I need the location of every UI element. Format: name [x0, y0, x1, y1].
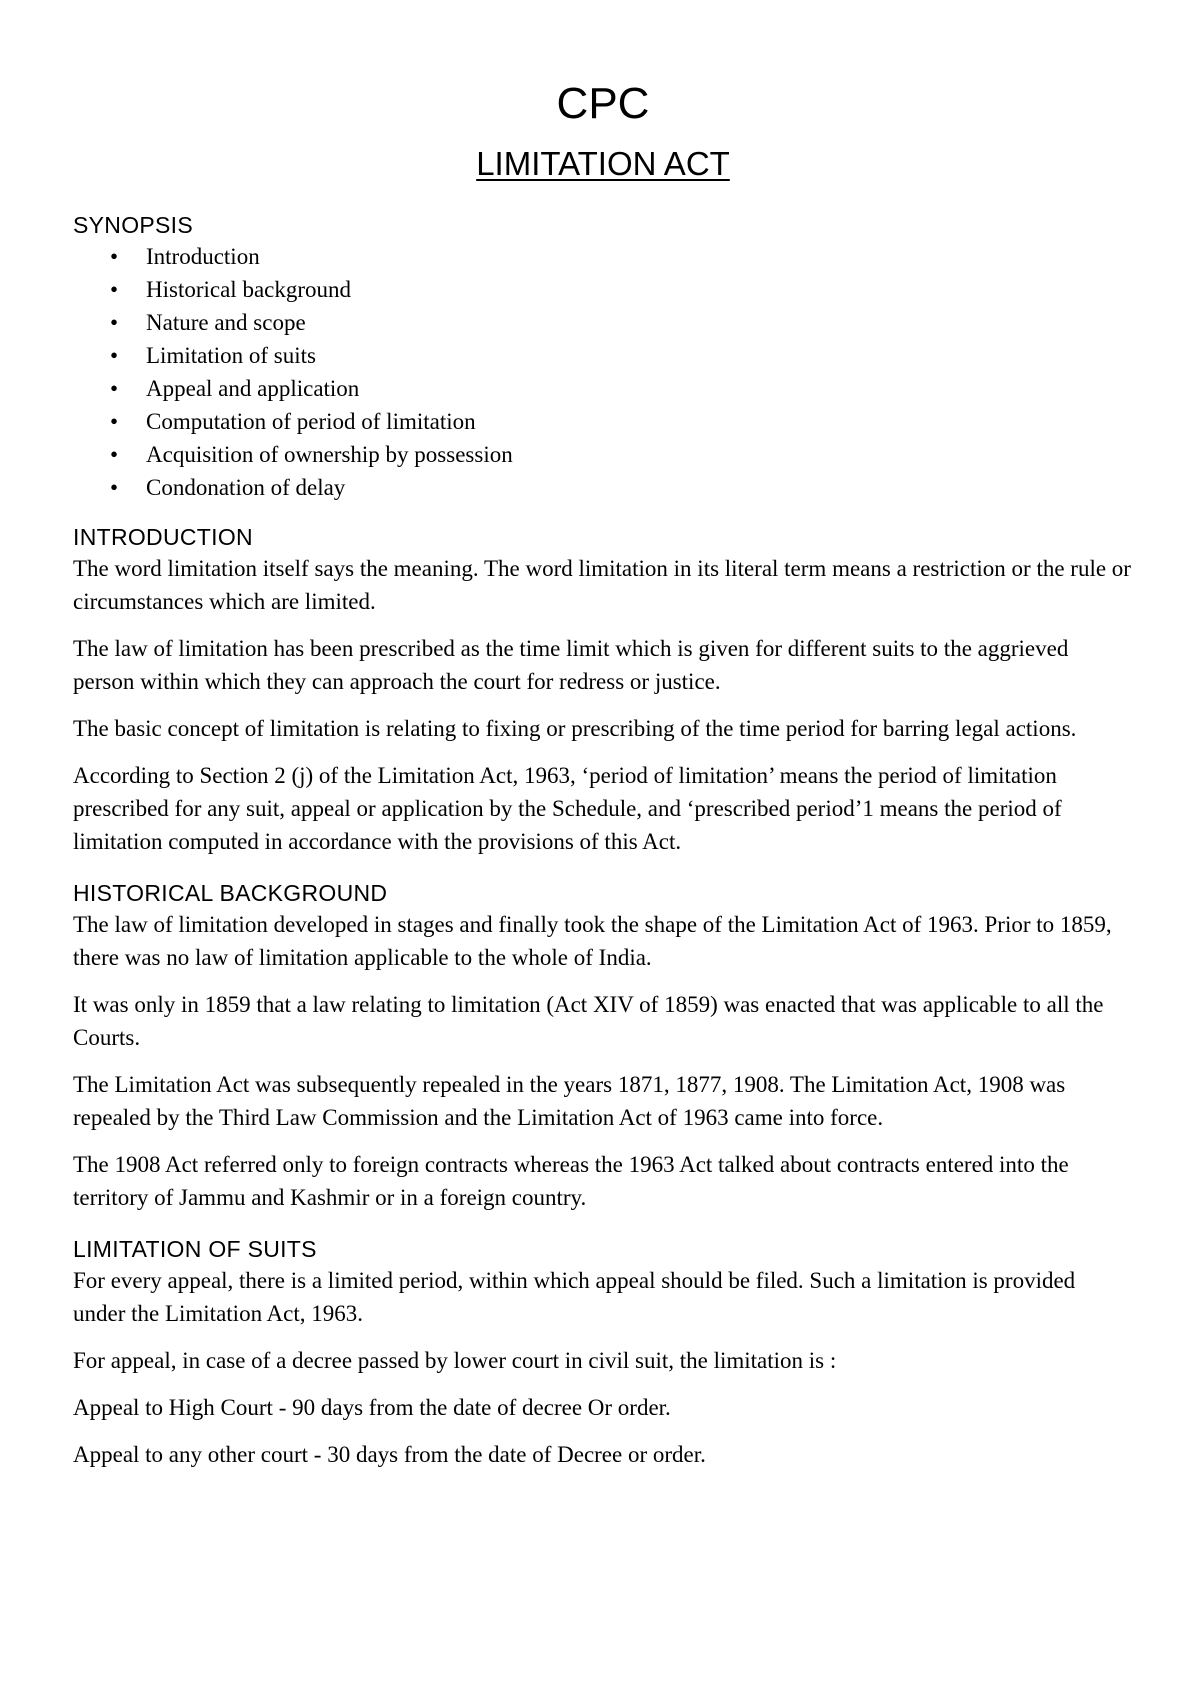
historical-paragraph-3: The Limitation Act was subsequently repealed in the years 1871, 1877, 1908. The Limitation Act, 1908 was repealed by the Third Law Commission and the Limitation Act of 1963 came into force. — [73, 1072, 1066, 1130]
bullet-icon: • — [110, 343, 119, 368]
list-item: • Appeal and application — [73, 372, 1133, 405]
introduction-paragraph-2: The law of limitation has been prescribed as the time limit which is given for different suits to the aggrieved person within which they can approach the court for redress or justice. — [73, 636, 1069, 694]
introduction-paragraph-4: According to Section 2 (j) of the Limitation Act, 1963, ‘period of limitation’ means the period of limitation prescribed for any suit, appeal or application by the Schedule, and ‘prescribed period’1 means the period of limitation computed in accordance with the provisions of this Act. — [73, 763, 1062, 854]
bullet-icon: • — [110, 310, 119, 335]
document-subtitle: LIMITATION ACT — [476, 145, 730, 182]
suits-paragraph-1: For every appeal, there is a limited period, within which appeal should be filed. Such a limitation is provided under the Limitation Act, 1963. — [73, 1268, 1076, 1326]
suits-paragraph-2: For appeal, in case of a decree passed by lower court in civil suit, the limitation is : — [73, 1348, 837, 1373]
synopsis-list — [73, 240, 1133, 504]
introduction-paragraph-3: The basic concept of limitation is relating to fixing or prescribing of the time period for barring legal actions. — [73, 716, 1077, 741]
document-page — [73, 0, 1133, 1471]
historical-paragraph-4: The 1908 Act referred only to foreign contracts whereas the 1963 Act talked about contracts entered into the territory of Jammu and Kashmir or in a foreign country. — [73, 1152, 1069, 1210]
list-item: • Nature and scope — [73, 306, 1133, 339]
limitation-of-suits-heading: LIMITATION OF SUITS — [73, 1236, 317, 1262]
bullet-icon: • — [110, 475, 119, 500]
document-title: CPC — [556, 79, 650, 128]
list-item: • Introduction — [73, 240, 1133, 273]
introduction-heading: INTRODUCTION — [73, 524, 253, 550]
suits-paragraph-3: Appeal to High Court - 90 days from the date of decree Or order. — [73, 1395, 671, 1420]
historical-paragraph-2: It was only in 1859 that a law relating to limitation (Act XIV of 1859) was enacted that was applicable to all the Courts. — [73, 992, 1104, 1050]
bullet-icon: • — [110, 244, 119, 269]
bullet-icon: • — [110, 409, 119, 434]
bullet-icon: • — [110, 277, 119, 302]
historical-paragraph-1: The law of limitation developed in stages and finally took the shape of the Limitation Act of 1963. Prior to 1859, there was no law of limitation applicable to the whole of India. — [73, 912, 1112, 970]
synopsis-heading: SYNOPSIS — [73, 212, 193, 238]
suits-paragraph-4: Appeal to any other court - 30 days from the date of Decree or order. — [73, 1442, 706, 1467]
introduction-paragraph-1: The word limitation itself says the meaning. The word limitation in its literal term means a restriction or the rule or circumstances which are limited. — [73, 556, 1131, 614]
list-item: • Acquisition of ownership by possession — [73, 438, 1133, 471]
historical-background-heading: HISTORICAL BACKGROUND — [73, 880, 388, 906]
bullet-icon: • — [110, 376, 119, 401]
bullet-icon: • — [110, 442, 119, 467]
list-item: • Historical background — [73, 273, 1133, 306]
list-item: • Computation of period of limitation — [73, 405, 1133, 438]
list-item: • Limitation of suits — [73, 339, 1133, 372]
list-item: • Condonation of delay — [73, 471, 1133, 504]
